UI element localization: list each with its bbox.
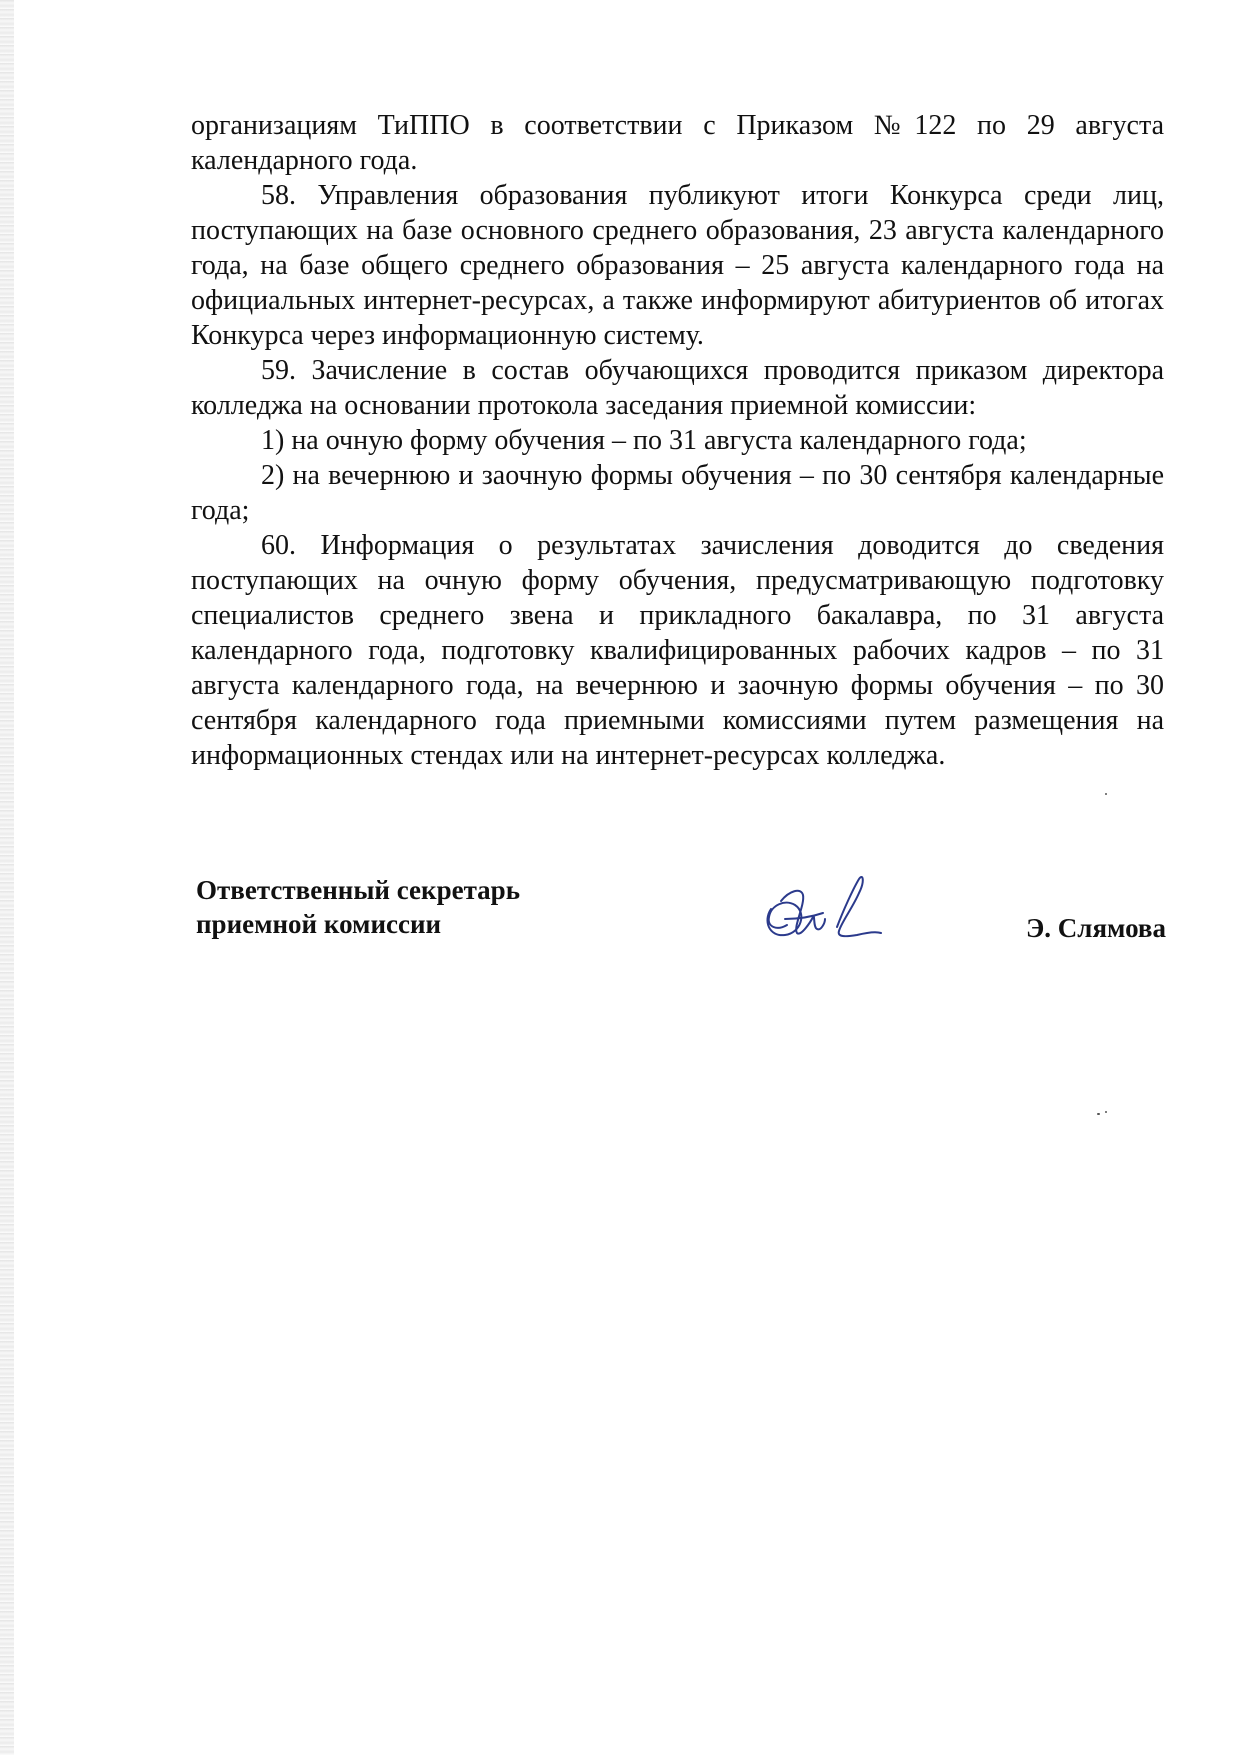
signature-block: [196, 873, 1166, 963]
paragraph-59: 59. Зачисление в состав обучающихся проводится приказом директора колледжа на основании протокола заседания приемной комиссии:: [191, 355, 1164, 421]
document-body: [191, 108, 1164, 773]
scan-speck: [1105, 1111, 1107, 1113]
signatory-role: [196, 873, 520, 941]
scan-speck: [1105, 793, 1107, 795]
paragraph-59-item-1: 1) на очную форму обучения – по 31 августа календарного года;: [261, 425, 1027, 456]
handwritten-signature: [741, 861, 891, 951]
signatory-role-line-1: Ответственный секретарь: [196, 875, 520, 905]
scan-speck: [1097, 1113, 1100, 1115]
paragraph-continuation: организациям ТиППО в соответствии с Приказом №122 по 29 августа календарного года.: [191, 110, 1164, 176]
paragraph-58: 58. Управления образования публикуют итоги Конкурса среди лиц, поступающих на базе основного среднего образования, 23 августа календарного года, на базе общего среднего образования – 25 августа календарного года на официальных интернет-ресурсах, а также информируют абитуриентов об итогах Конкурса через информационную систему.: [191, 180, 1164, 351]
signatory-role-line-2: приемной комиссии: [196, 909, 442, 939]
paragraph-60: 60. Информация о результатах зачисления доводится до сведения поступающих на очную форму обучения, предусматривающую подготовку специалистов среднего звена и прикладного бакалавра, по 31 августа календарного года, подготовку квалифицированных рабочих кадров – по 31 августа календарного года, на вечернюю и заочную формы обучения – по 30 сентября календарного года приемными комиссиями путем размещения на информационных стендах или на интернет-ресурсах колледжа.: [191, 530, 1164, 771]
paragraph-59-item-2: 2) на вечернюю и заочную формы обучения – по 30 сентября календарные года;: [191, 460, 1164, 526]
signatory-name: Э. Слямова: [1025, 913, 1166, 943]
scan-edge: [0, 0, 14, 1755]
